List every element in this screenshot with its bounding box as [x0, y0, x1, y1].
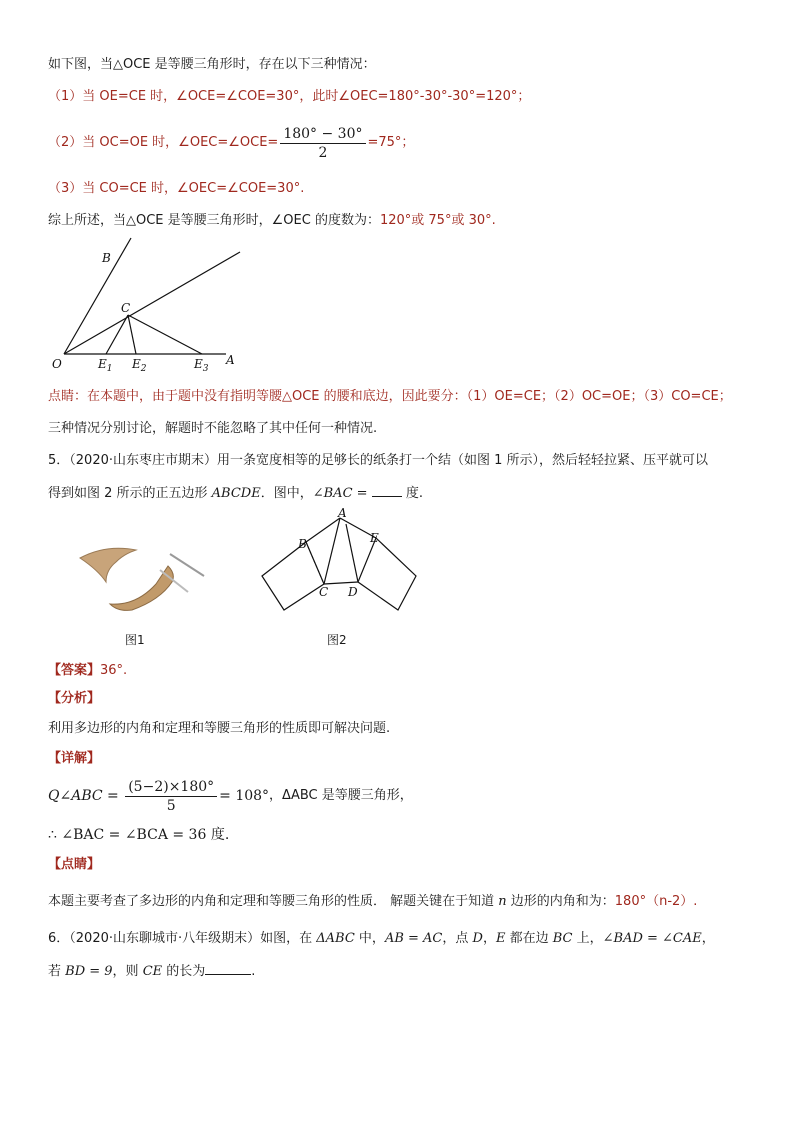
intro-line: 如下图，当△OCE 是等腰三角形时，存在以下三种情况：: [48, 57, 376, 72]
label-e2: $E_2$: [132, 357, 147, 372]
q6-point-d: D: [472, 931, 483, 946]
case-2: [48, 122, 414, 164]
q5-prefix: 得到如图 2 所示的正五边形: [48, 486, 212, 501]
answer-blank: [372, 484, 402, 497]
q6-mid3: ，: [482, 931, 496, 946]
question-6-line-1: [48, 930, 715, 948]
label-a: A: [226, 353, 235, 367]
analysis-label: 【分析】: [48, 691, 101, 706]
strip-right: [358, 538, 416, 610]
label-e1: $E_1$: [98, 357, 113, 372]
tip-label: 【点睛】: [48, 857, 101, 872]
label-pc: C: [319, 585, 329, 599]
label-b: B: [102, 251, 111, 265]
q6-eq2: ∠BAD = ∠CAE: [602, 931, 702, 946]
q6-line2-prefix: 若: [48, 964, 66, 979]
case-1: （1）当 OE=CE 时，∠OCE=∠COE=30°，此时∠OEC=180°-30°-30°=120°；: [48, 89, 531, 104]
ray-ob: [64, 238, 131, 354]
detail-angle: Q∠ABC: [48, 788, 103, 804]
tip-line-1: 点睛：在本题中，由于题中没有指明等腰△OCE 的腰和底边，因此要分：（1）OE=CE；（2）OC=OE；（3）CO=CE；: [48, 389, 732, 404]
tip-prefix: 本题主要考查了多边形的内角和定理和等腰三角形的性质． 解题关键在于知道: [48, 894, 499, 909]
answer: [48, 662, 127, 680]
summary-value: 120°或 75°或 30°.: [379, 213, 496, 228]
q6-eq1: AB = AC: [384, 931, 443, 946]
question-5-line-1: 5．（2020·山东枣庄市期末）用一条宽度相等的足够长的纸条打一个结（如图 1 所示），然后轻轻拉紧、压平就可以: [48, 453, 709, 468]
detail-numerator: (5−2)×180°: [125, 778, 217, 797]
q6-mid5: 上，: [572, 931, 603, 946]
label-pb: B: [298, 537, 307, 551]
angle-figure: [48, 236, 258, 372]
detail-result: = 108°: [219, 788, 270, 804]
pentagon-figure: [260, 508, 422, 618]
q6-mid2: ，点: [442, 931, 473, 946]
summary: [48, 212, 496, 230]
segment-ce1: [106, 315, 128, 354]
question-5-line-2: 得到如图 2 所示的正五边形 ABCDE．图中，∠BAC = 度.: [48, 486, 423, 501]
question-6-line-2: [48, 962, 255, 981]
segment-ae-inner: [346, 524, 358, 582]
q5-mid: ．图中，: [260, 486, 313, 501]
q6-mid4: 都在边: [505, 931, 553, 946]
pentagon-name: ABCDE: [211, 486, 261, 501]
q6-line2-suffix: 的长为: [162, 964, 206, 979]
detail-suffix: ，ΔABC 是等腰三角形，: [269, 788, 413, 803]
q6-point-e: E: [495, 931, 506, 946]
figure-1-caption: 图1: [125, 633, 145, 647]
q6-side: BC: [552, 931, 573, 946]
segment-ce3: [128, 315, 202, 354]
detail-conclusion: ∴ ∠BAC = ∠BCA = 36 度.: [48, 827, 230, 843]
q6-prefix: 6．（2020·山东聊城市·八年级期末）如图，在: [48, 931, 317, 946]
figure-2-caption: 图2: [327, 633, 347, 647]
answer-label: 【答案】: [48, 663, 101, 678]
q6-mid1: 中，: [354, 931, 385, 946]
detail-label: 【详解】: [48, 751, 101, 766]
tip-n: n: [498, 894, 507, 909]
label-c: C: [121, 301, 131, 315]
case-2-denominator: 2: [318, 144, 328, 161]
q5-suffix: 度.: [401, 486, 423, 501]
segment-ce2: [128, 315, 136, 354]
q6-triangle: ΔABC: [316, 931, 355, 946]
tip-text: [48, 893, 697, 911]
ray-oc: [64, 252, 240, 354]
strip-left: [262, 542, 324, 610]
label-pa: A: [338, 508, 347, 520]
detail-formula: Q∠ABC = $\frac{(5-2)\times 180^\circ}{5}$ = 108° ，ΔABC 是等腰三角形，: [48, 778, 413, 814]
analysis-text: 利用多边形的内角和定理和等腰三角形的性质即可解决问题.: [48, 721, 391, 736]
segment-cd: [324, 582, 358, 584]
q6-suffix: ，: [701, 931, 715, 946]
q6-bd: BD = 9: [65, 964, 113, 979]
answer-value: 36°.: [100, 663, 128, 678]
tip-mid: 边形的内角和为：: [506, 894, 615, 909]
label-o: O: [52, 357, 62, 371]
paper-knot-image: [76, 540, 208, 616]
label-pd: D: [348, 585, 358, 599]
q6-line2-mid: ，则: [112, 964, 143, 979]
label-e3: $E_3$: [194, 357, 209, 372]
case-3: （3）当 CO=CE 时，∠OEC=∠COE=30°.: [48, 181, 305, 196]
case-2-numerator: 180° − 30°: [280, 125, 365, 144]
tip-formula: 180°（n-2）.: [614, 894, 698, 909]
angle-bac: ∠BAC: [312, 486, 353, 501]
q6-ce: CE: [142, 964, 163, 979]
case-2-fraction: [280, 125, 365, 162]
label-pe: E: [370, 531, 379, 545]
q6-answer-blank: [205, 962, 251, 975]
case-2-prefix: （2）当 OC=OE 时，∠OEC=∠OCE=: [48, 135, 279, 150]
summary-prefix: 综上所述，当△OCE 是等腰三角形时，∠OEC 的度数为：: [48, 213, 380, 228]
tip-line-2: 三种情况分别讨论，解题时不能忽略了其中任何一种情况.: [48, 421, 378, 436]
q6-line2-end: .: [251, 964, 256, 979]
detail-denominator: 5: [166, 797, 176, 814]
detail-fraction: [125, 778, 217, 815]
case-2-suffix: =75°；: [367, 135, 415, 150]
